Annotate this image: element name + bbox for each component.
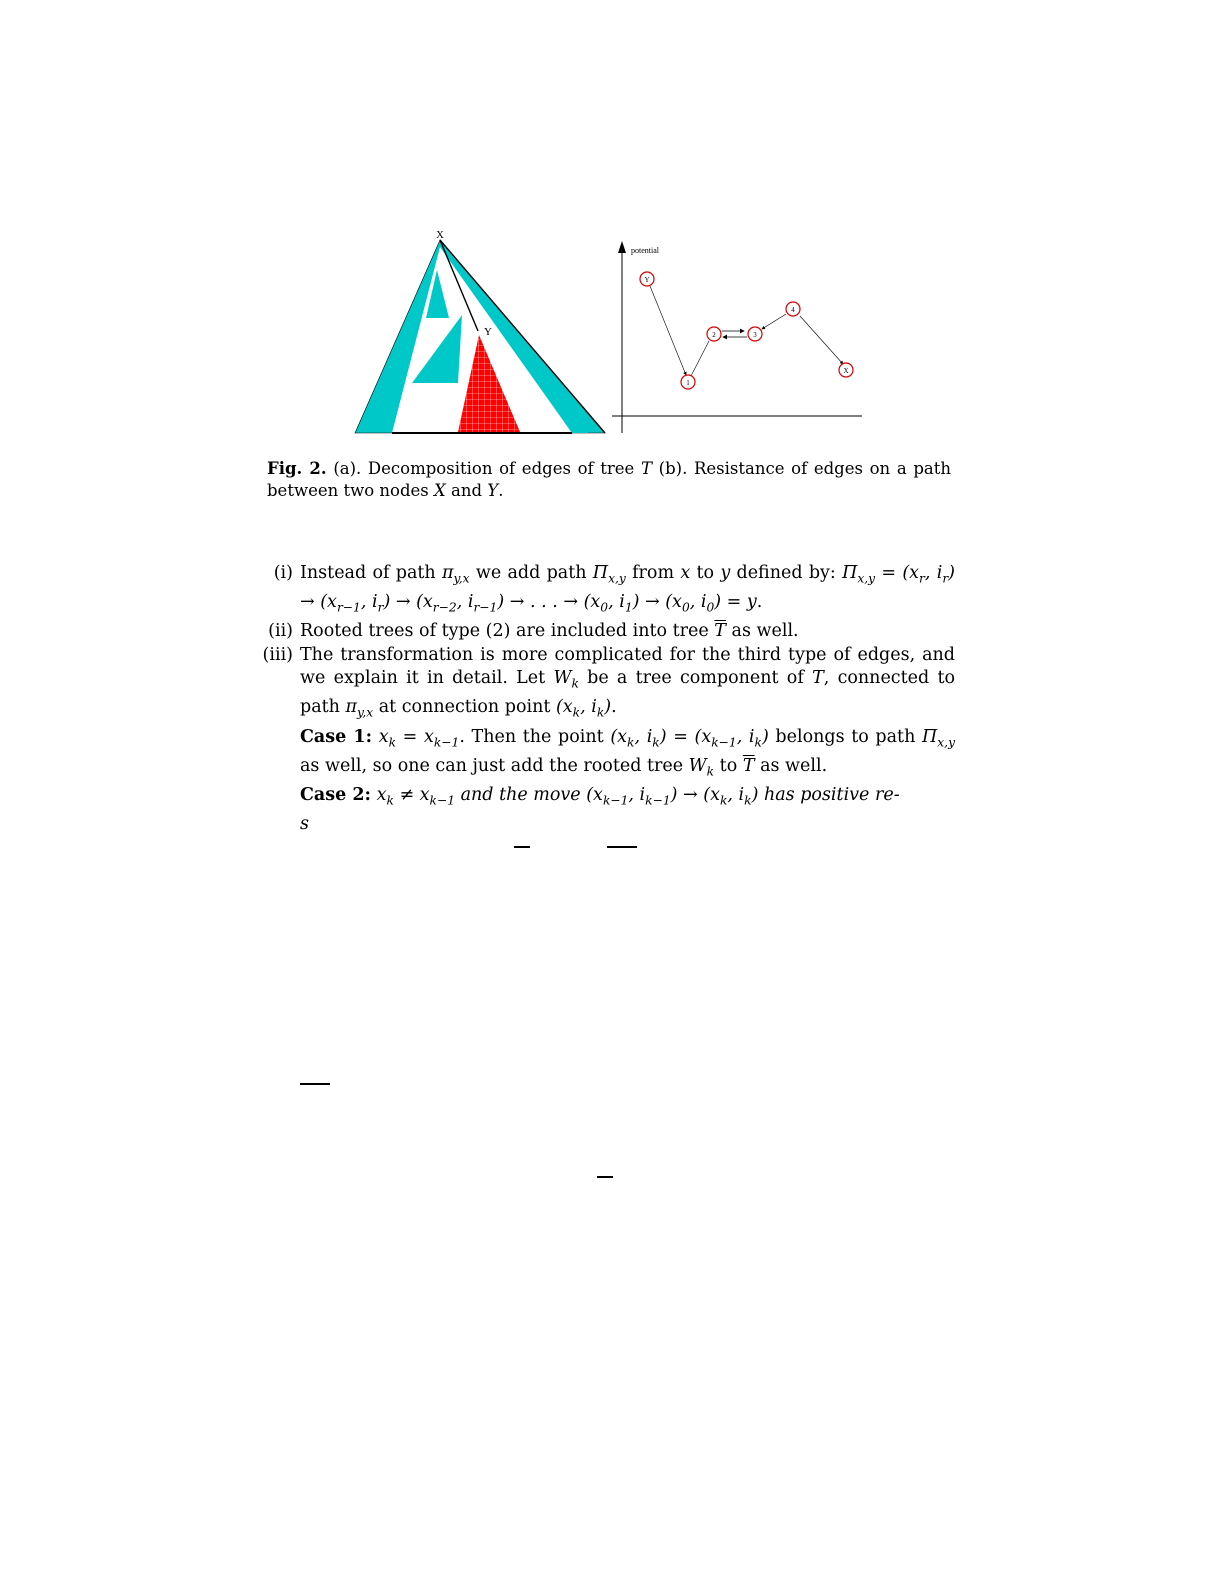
list-number: (iii) (262, 644, 293, 665)
edge-1-2 (691, 341, 709, 376)
enumerated-list (255, 562, 955, 836)
stray-bar-1 (514, 846, 530, 848)
node-1 (681, 375, 695, 389)
caption-label: Fig. 2. (267, 459, 327, 478)
svg-text:4: 4 (791, 306, 795, 314)
case-2: Case 2: $x_k \ne x_{k-1}$ and the move ($x_{k-1}$, $i_{k-1}) \to (x_k$, $i_k$) has positive re- s (300, 784, 900, 834)
list-item-iii: (iii) The transformation is more complicated for the third type of edges, and we explain it in detail. Let $W_k$ be a tree component of T, connected to path $\pi_{y,x}$ at connection point ($x_k$, $i_k$). Case 1: $x_k = x_{k-1}$. Then the point ($x_k$, $i_k) = (x_{k-1}$, $i_k$) belongs to path $\Pi_{x,y}$ as well, so one can just add the rooted tree $W_k$ to $\overline{T}$ as well. Case 2: $x_k \ne x_{k-1}$ and the move ($x_{k-1}$, $i_{k-1}) \to (x_k$, $i_k$) has positive re- s (255, 644, 955, 837)
figure-caption: Fig. 2. (a). Decomposition of edges of tree T (b). Resistance of edges on a path between two nodes X and Y. (267, 459, 951, 500)
node-3 (748, 327, 762, 341)
edge-4-x (800, 316, 843, 364)
tree-decomposition-panel (355, 229, 605, 433)
node-2 (707, 327, 721, 341)
figure-2 (340, 225, 880, 440)
case-1: Case 1: $x_k = x_{k-1}$. Then the point ($x_k$, $i_k) = (x_{k-1}$, $i_k$) belongs to path $\Pi_{x,y}$ as well, so one can just add the rooted tree $W_k$ to $\overline{T}$ as well. (300, 726, 955, 779)
svg-text:X: X (843, 367, 849, 375)
potential-panel (612, 241, 862, 433)
edge-y-1 (650, 286, 686, 375)
y-axis-arrowhead (618, 241, 626, 253)
stray-bar-4 (597, 1176, 613, 1178)
list-number: (i) (273, 563, 293, 583)
node-label-y: Y (484, 326, 492, 338)
svg-text:2: 2 (712, 331, 716, 339)
edge-4-3 (762, 314, 786, 329)
stray-bar-2 (607, 846, 637, 848)
axis-label-potential: potential (631, 246, 659, 255)
node-label-x: X (436, 229, 444, 241)
stray-bar-3 (300, 1083, 330, 1085)
node-x (839, 363, 853, 377)
svg-text:1: 1 (686, 379, 690, 387)
list-number: (ii) (268, 621, 293, 642)
node-y (640, 272, 654, 286)
list-item-ii: (ii) Rooted trees of type (2) are included into tree $\overline{T}$ as well. (255, 620, 955, 644)
svg-text:Y: Y (644, 276, 650, 284)
node-4 (786, 302, 800, 316)
list-item-i: (i) Instead of path $\pi_{y,x}$ we add path $\Pi_{x,y}$ from x to y defined by: $\Pi_{x,y} = (x_r$, $i_r) \to (x_{r-1}$, $i_r) \to (x_{r-2}$, $i_{r-1}$) → . . . → ($x_0$, $i_1) \to (x_0$, $i_0) = y$. (255, 562, 955, 620)
svg-text:3: 3 (753, 331, 757, 339)
